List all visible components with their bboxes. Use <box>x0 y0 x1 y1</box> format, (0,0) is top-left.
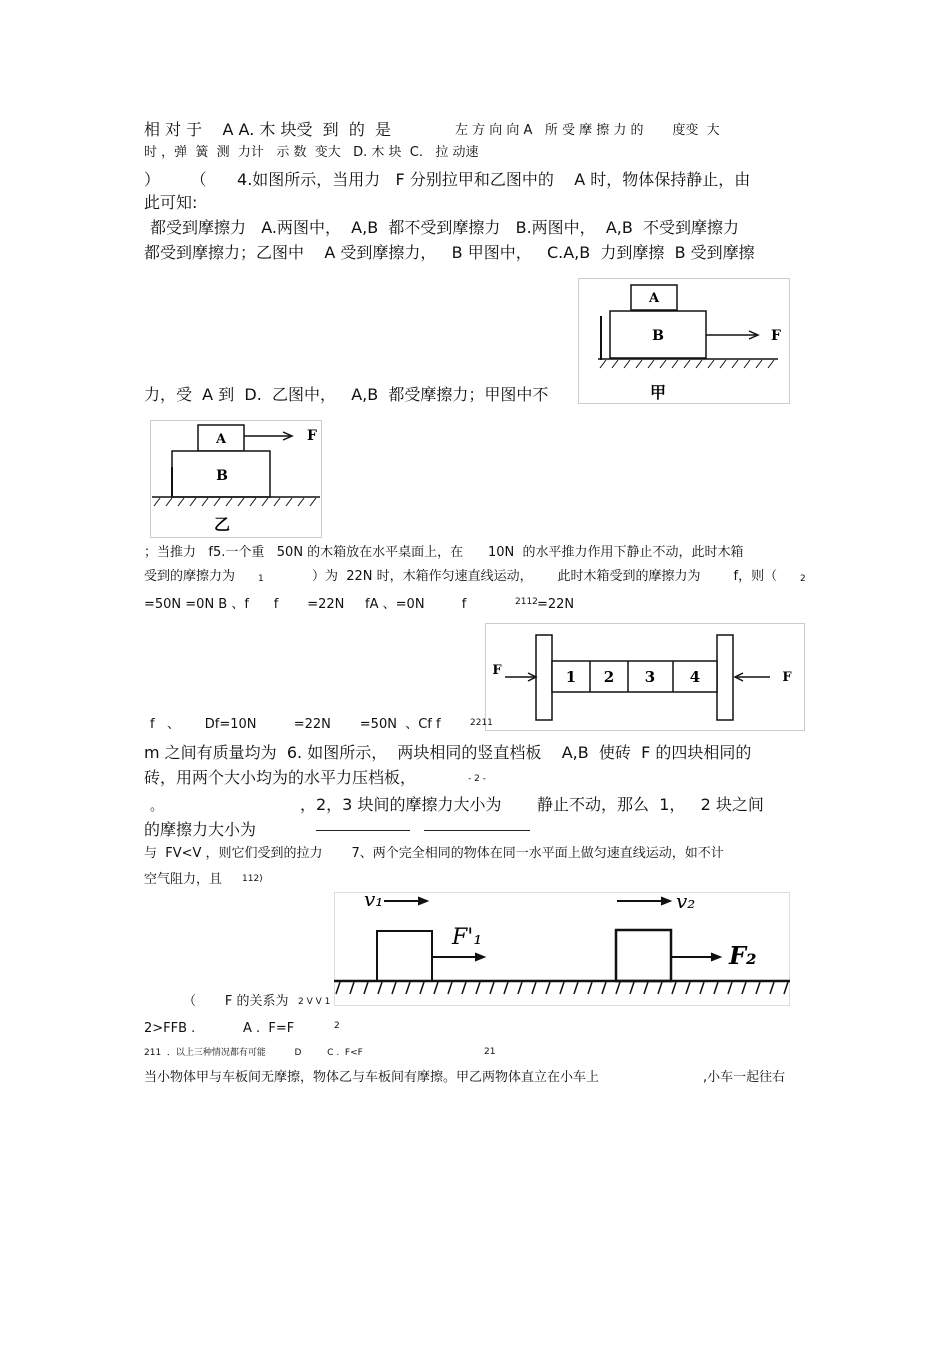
subscript: 211 ．以上三种情况都有可能 D C . F<F <box>144 1048 363 1058</box>
question-line: 当小物体甲与车板间无摩擦，物体乙与车板间有摩擦。甲乙两物体直立在小车上 <box>144 1070 600 1085</box>
option-line: 2>FFB . <box>144 1021 196 1036</box>
subscript: 112) <box>242 874 263 884</box>
question-line: 与 FV<V ，则它们受到的拉力 7、两个完全相同的物体在同一水平面上做匀速直线运动，如不计 <box>144 846 724 861</box>
brick-label: 4 <box>689 668 701 686</box>
block-b-label: B <box>652 328 664 344</box>
force-2-label: F₂ <box>729 941 757 970</box>
question-line: 受到的摩擦力为 <box>144 569 236 584</box>
subscript: 2112 <box>515 597 538 607</box>
question-line: 相 对 于 A A. 木 块受 到 的 是 <box>144 120 391 139</box>
option-line: =22N <box>537 597 575 612</box>
question-line: （ F 的关系为 <box>183 994 289 1009</box>
figure-motion <box>334 892 790 1006</box>
question-line: ） （ 4.如图所示，当用力 F 分别拉甲和乙图中的 A 时，物体保持静止，由 <box>144 170 751 189</box>
force-1-label: F'₁ <box>452 925 483 950</box>
page-number: - 2 - <box>468 774 486 784</box>
block-a-label: A <box>648 291 660 306</box>
force-left-label: F <box>492 663 502 678</box>
option-line: =50N =0N B 、f f =22N fA 、=0N f <box>144 597 467 612</box>
question-line: 左 方 向 向 A 所 受 摩 擦 力 的 度变 大 <box>455 123 720 138</box>
subscript: 2 <box>334 1021 340 1031</box>
question-line: 空气阻力，且 <box>144 872 223 887</box>
answer-blank[interactable] <box>424 830 530 831</box>
subscript: 2211 <box>470 718 493 728</box>
subscript: 21 <box>484 1047 496 1057</box>
question-line: 。 <box>150 799 164 814</box>
brick-label: 3 <box>644 668 656 686</box>
question-line: ,小车一起往右 <box>703 1070 786 1085</box>
block-a-label: A <box>215 432 227 447</box>
figure-caption: 甲 <box>649 383 667 402</box>
block-b-label: B <box>216 468 228 484</box>
brick-label: 2 <box>603 668 615 686</box>
question-line: 砖，用两个大小均为的水平力压档板， <box>144 768 417 787</box>
brick-label: 1 <box>565 668 577 686</box>
force-label: F <box>307 428 317 444</box>
force-right-label: F <box>782 670 792 685</box>
question-line: ，2，3 块间的摩擦力大小为 静止不动，那么 1， 2 块之间 <box>300 795 764 814</box>
subscript: 1 <box>258 574 264 584</box>
force-label: F <box>771 328 781 344</box>
question-line: ）为 22N 时，木箱作匀速直线运动， 此时木箱受到的摩擦力为 f，则（ <box>312 569 778 584</box>
figure-caption: 乙 <box>213 515 231 534</box>
question-line: 此可知: <box>144 193 198 212</box>
question-line: 的摩擦力大小为 <box>144 820 257 839</box>
subscript: 2 V V 1 <box>298 997 331 1007</box>
option-line: 都受到摩擦力；乙图中 A 受到摩擦力， B 甲图中， C.A,B 力到摩擦 B 受到摩擦 <box>144 243 755 262</box>
question-line: 时 ，弹 簧 测 力计 示 数 变大 D. 木 块 C. 拉 动速 <box>144 145 479 160</box>
question-line: ；当推力 f5.一个重 50N 的木箱放在水平桌面上，在 10N 的水平推力作用下静止不动，此时木箱 <box>144 545 744 560</box>
subscript: 2 <box>800 574 806 584</box>
velocity-2-label: v₂ <box>676 892 696 913</box>
figure-jia <box>578 278 790 404</box>
option-line: f 、 Df=10N =22N =50N 、Cf f <box>150 717 441 732</box>
figure-bricks <box>485 623 805 731</box>
answer-blank[interactable] <box>316 830 410 831</box>
question-line: m 之间有质量均为 6. 如图所示， 两块相同的竖直档板 A,B 使砖 F 的四块相同的 <box>144 743 752 762</box>
velocity-1-label: v₁ <box>364 892 384 911</box>
option-line: 都受到摩擦力 A.两图中， A,B 都不受到摩擦力 B.两图中， A,B 不受到摩擦力 <box>150 218 740 237</box>
figure-yi <box>150 420 322 538</box>
option-line: 力，受 A 到 D. 乙图中， A,B 都受摩擦力；甲图中不 <box>144 385 549 404</box>
option-line: A . F=F <box>243 1021 295 1036</box>
